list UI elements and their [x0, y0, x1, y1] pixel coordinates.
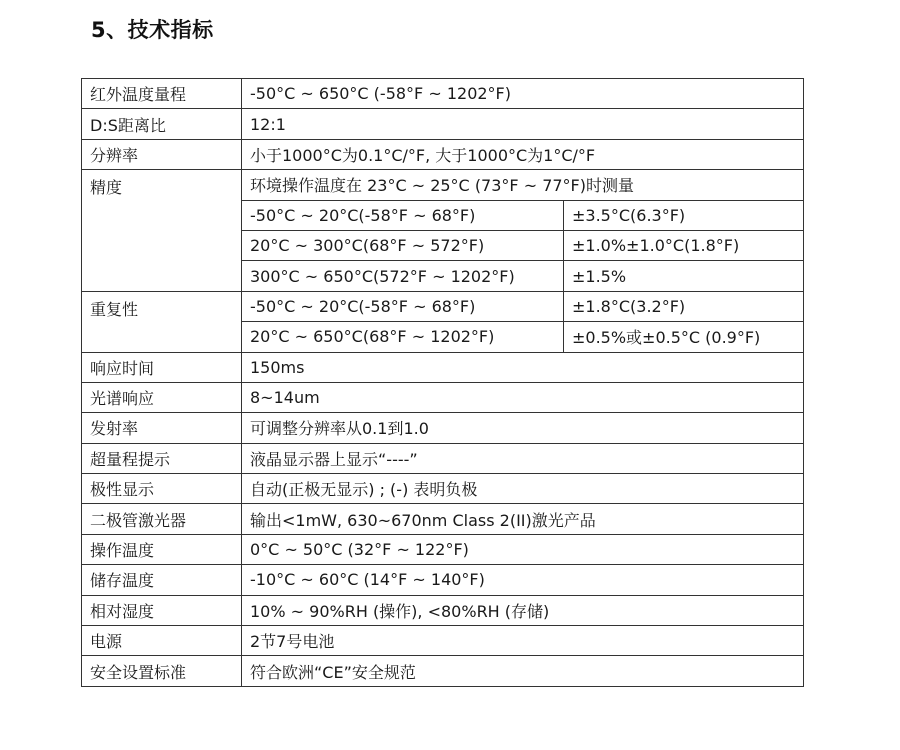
accuracy-value: ±3.5°C(6.3°F)	[564, 200, 804, 230]
spec-label: 精度	[82, 170, 242, 292]
table-row	[82, 139, 804, 169]
table-row	[82, 170, 804, 200]
spec-label: 极性显示	[82, 474, 242, 504]
spec-label: 二极管激光器	[82, 504, 242, 534]
spec-label: D:S距离比	[82, 109, 242, 139]
spec-value: 10% ~ 90%RH (操作), <80%RH (存储)	[242, 595, 804, 625]
repeatability-value: ±0.5%或±0.5°C (0.9°F)	[564, 322, 804, 352]
spec-table	[81, 78, 804, 687]
spec-value: 可调整分辨率从0.1到1.0	[242, 413, 804, 443]
accuracy-value: ±1.5%	[564, 261, 804, 291]
accuracy-range: 20°C ~ 300°C(68°F ~ 572°F)	[242, 230, 564, 260]
spec-label: 电源	[82, 626, 242, 656]
accuracy-value: ±1.0%±1.0°C(1.8°F)	[564, 230, 804, 260]
table-row	[82, 504, 804, 534]
spec-label: 安全设置标准	[82, 656, 242, 686]
repeatability-value: ±1.8°C(3.2°F)	[564, 291, 804, 321]
spec-value: 150ms	[242, 352, 804, 382]
spec-value: -10°C ~ 60°C (14°F ~ 140°F)	[242, 565, 804, 595]
spec-label: 储存温度	[82, 565, 242, 595]
table-row	[82, 109, 804, 139]
table-row	[82, 352, 804, 382]
table-row	[82, 79, 804, 109]
accuracy-range: -50°C ~ 20°C(-58°F ~ 68°F)	[242, 200, 564, 230]
spec-label: 重复性	[82, 291, 242, 352]
table-row	[82, 534, 804, 564]
spec-value: 12:1	[242, 109, 804, 139]
spec-value: 0°C ~ 50°C (32°F ~ 122°F)	[242, 534, 804, 564]
spec-label: 相对湿度	[82, 595, 242, 625]
table-row	[82, 413, 804, 443]
spec-label: 操作温度	[82, 534, 242, 564]
spec-value: 自动(正极无显示) ; (-) 表明负极	[242, 474, 804, 504]
table-row	[82, 565, 804, 595]
repeatability-range: 20°C ~ 650°C(68°F ~ 1202°F)	[242, 322, 564, 352]
table-row	[82, 291, 804, 321]
spec-label: 光谱响应	[82, 382, 242, 412]
spec-value: 8~14um	[242, 382, 804, 412]
repeatability-range: -50°C ~ 20°C(-58°F ~ 68°F)	[242, 291, 564, 321]
spec-value: 符合欧洲“CE”安全规范	[242, 656, 804, 686]
spec-value: -50°C ~ 650°C (-58°F ~ 1202°F)	[242, 79, 804, 109]
spec-value: 液晶显示器上显示“----”	[242, 443, 804, 473]
spec-label: 分辨率	[82, 139, 242, 169]
spec-value: 2节7号电池	[242, 626, 804, 656]
section-title: 5、技术指标	[91, 18, 214, 42]
spec-label: 红外温度量程	[82, 79, 242, 109]
accuracy-note: 环境操作温度在 23°C ~ 25°C (73°F ~ 77°F)时测量	[242, 170, 804, 200]
table-row	[82, 443, 804, 473]
table-row	[82, 382, 804, 412]
accuracy-range: 300°C ~ 650°C(572°F ~ 1202°F)	[242, 261, 564, 291]
spec-value: 输出<1mW, 630~670nm Class 2(II)激光产品	[242, 504, 804, 534]
spec-value: 小于1000°C为0.1°C/°F, 大于1000°C为1°C/°F	[242, 139, 804, 169]
spec-label: 超量程提示	[82, 443, 242, 473]
table-row	[82, 474, 804, 504]
table-row	[82, 595, 804, 625]
table-row	[82, 626, 804, 656]
table-row	[82, 656, 804, 686]
spec-label: 发射率	[82, 413, 242, 443]
spec-label: 响应时间	[82, 352, 242, 382]
